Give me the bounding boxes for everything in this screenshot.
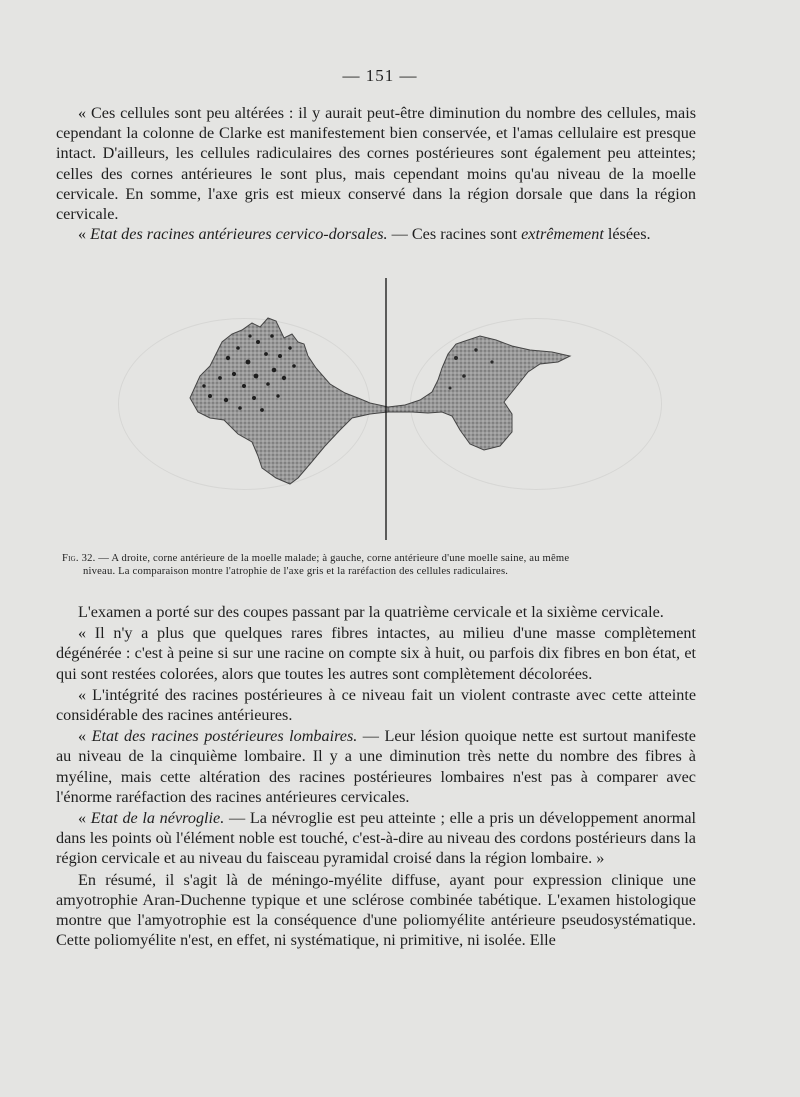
figure-caption-line1: — A droite, corne antérieure de la moelle malade; à gauche, corne antérieure d'une moelle saine, au même <box>95 553 570 564</box>
paragraph-text: « Il n'y a plus que quelques rares fibres intactes, au milieu d'une masse complètement dégénérée : c'est à peine si sur une racine on compte six à huit, ou parfois dix fibres en bon état, et qui sont restées colorées, alors que toutes les autres sont complètement décolorées. <box>56 624 696 683</box>
section-heading-italic: Etat des racines postérieures lombaires. <box>91 727 358 746</box>
paragraph-text: lésées. <box>603 225 651 244</box>
paragraph-text: « <box>78 727 92 746</box>
figure-caption-line2: niveau. La comparaison montre l'atrophie de l'axe gris et la raréfaction des cellules radiculaires. <box>83 566 509 577</box>
paragraph-text: « Ces cellules sont peu altérées : il y aurait peut-être diminution du nombre des cellules, mais cependant la colonne de Clarke est manifestement bien conservée, et l'amas cellulaire est presque intact. D'ailleurs, les cellules radiculaires des cornes postérieures sont également peu atteintes; celles des cornes antérieures le sont plus, mais cependant moins qu'au niveau de la moelle cervicale. En somme, l'axe gris est mieux conservé dans la région dorsale que dans la région cervicale. <box>56 104 696 224</box>
section-heading-italic: Etat de la névroglie. <box>90 809 225 828</box>
paragraph-text: — Ces racines sont <box>387 225 522 244</box>
paragraph <box>56 602 696 622</box>
paragraph-text: En résumé, il s'agit là de méningo-myélite diffuse, ayant pour expression clinique une amyotrophie Aran-Duchenne typique et une sclérose combinée tabétique. L'examen histologique montre que l'amyotrophie est la conséquence d'une poliomyélite antérieure pseudosystématique. Cette poliomyélite n'est, en effet, ni systématique, ni primitive, ni isolée. Elle <box>56 870 696 950</box>
figure-caption-label: Fig. 32. <box>62 553 96 564</box>
right-anterior-horn <box>388 336 570 450</box>
paragraph <box>56 103 696 224</box>
figure-caption <box>62 552 694 578</box>
paragraph-text: « <box>78 225 91 244</box>
paragraph <box>56 224 696 244</box>
paragraph-text: — Leur lésion quoique nette est surtout manifeste au niveau de la cinquième lombaire. Il y a une diminution très nette du nombre des fibres à myéline, mais cette altération des racines postérieures lombaires n'est pas à comparer avec l'énorme raréfaction des racines antérieures cervicales. <box>56 727 696 806</box>
bottom-text-block <box>56 602 696 951</box>
paragraph <box>56 726 696 807</box>
emphasis-italic: extrêmement <box>521 225 604 244</box>
paragraph <box>56 808 696 869</box>
left-anterior-horn <box>190 318 388 484</box>
page-number: — 151 — <box>342 66 418 85</box>
paragraph-text: « <box>78 809 91 828</box>
section-heading-italic: Etat des racines antérieures cervico-dorsales. <box>90 225 388 244</box>
paragraph <box>56 685 696 725</box>
paragraph-text: L'examen a porté sur des coupes passant par la quatrième cervicale et la sixième cervicale. <box>78 603 664 621</box>
paragraph <box>56 870 696 951</box>
paragraph-text: — La névroglie est peu atteinte ; elle a pris un développement anormal dans les points où l'élément noble est touché, c'est-à-dire au niveau des cordons postérieurs dans la région cervicale et au niveau du faisceau pyramidal croisé dans la région lombaire. » <box>56 809 697 868</box>
paragraph-text: « L'intégrité des racines postérieures à ce niveau fait un violent contraste avec cette atteinte considérable des racines antérieures. <box>56 685 696 725</box>
paragraph <box>56 623 696 684</box>
top-text-block <box>56 103 696 244</box>
figure-32-illustration <box>180 278 600 540</box>
spinal-cord-anterior-horn-drawing <box>180 278 600 540</box>
